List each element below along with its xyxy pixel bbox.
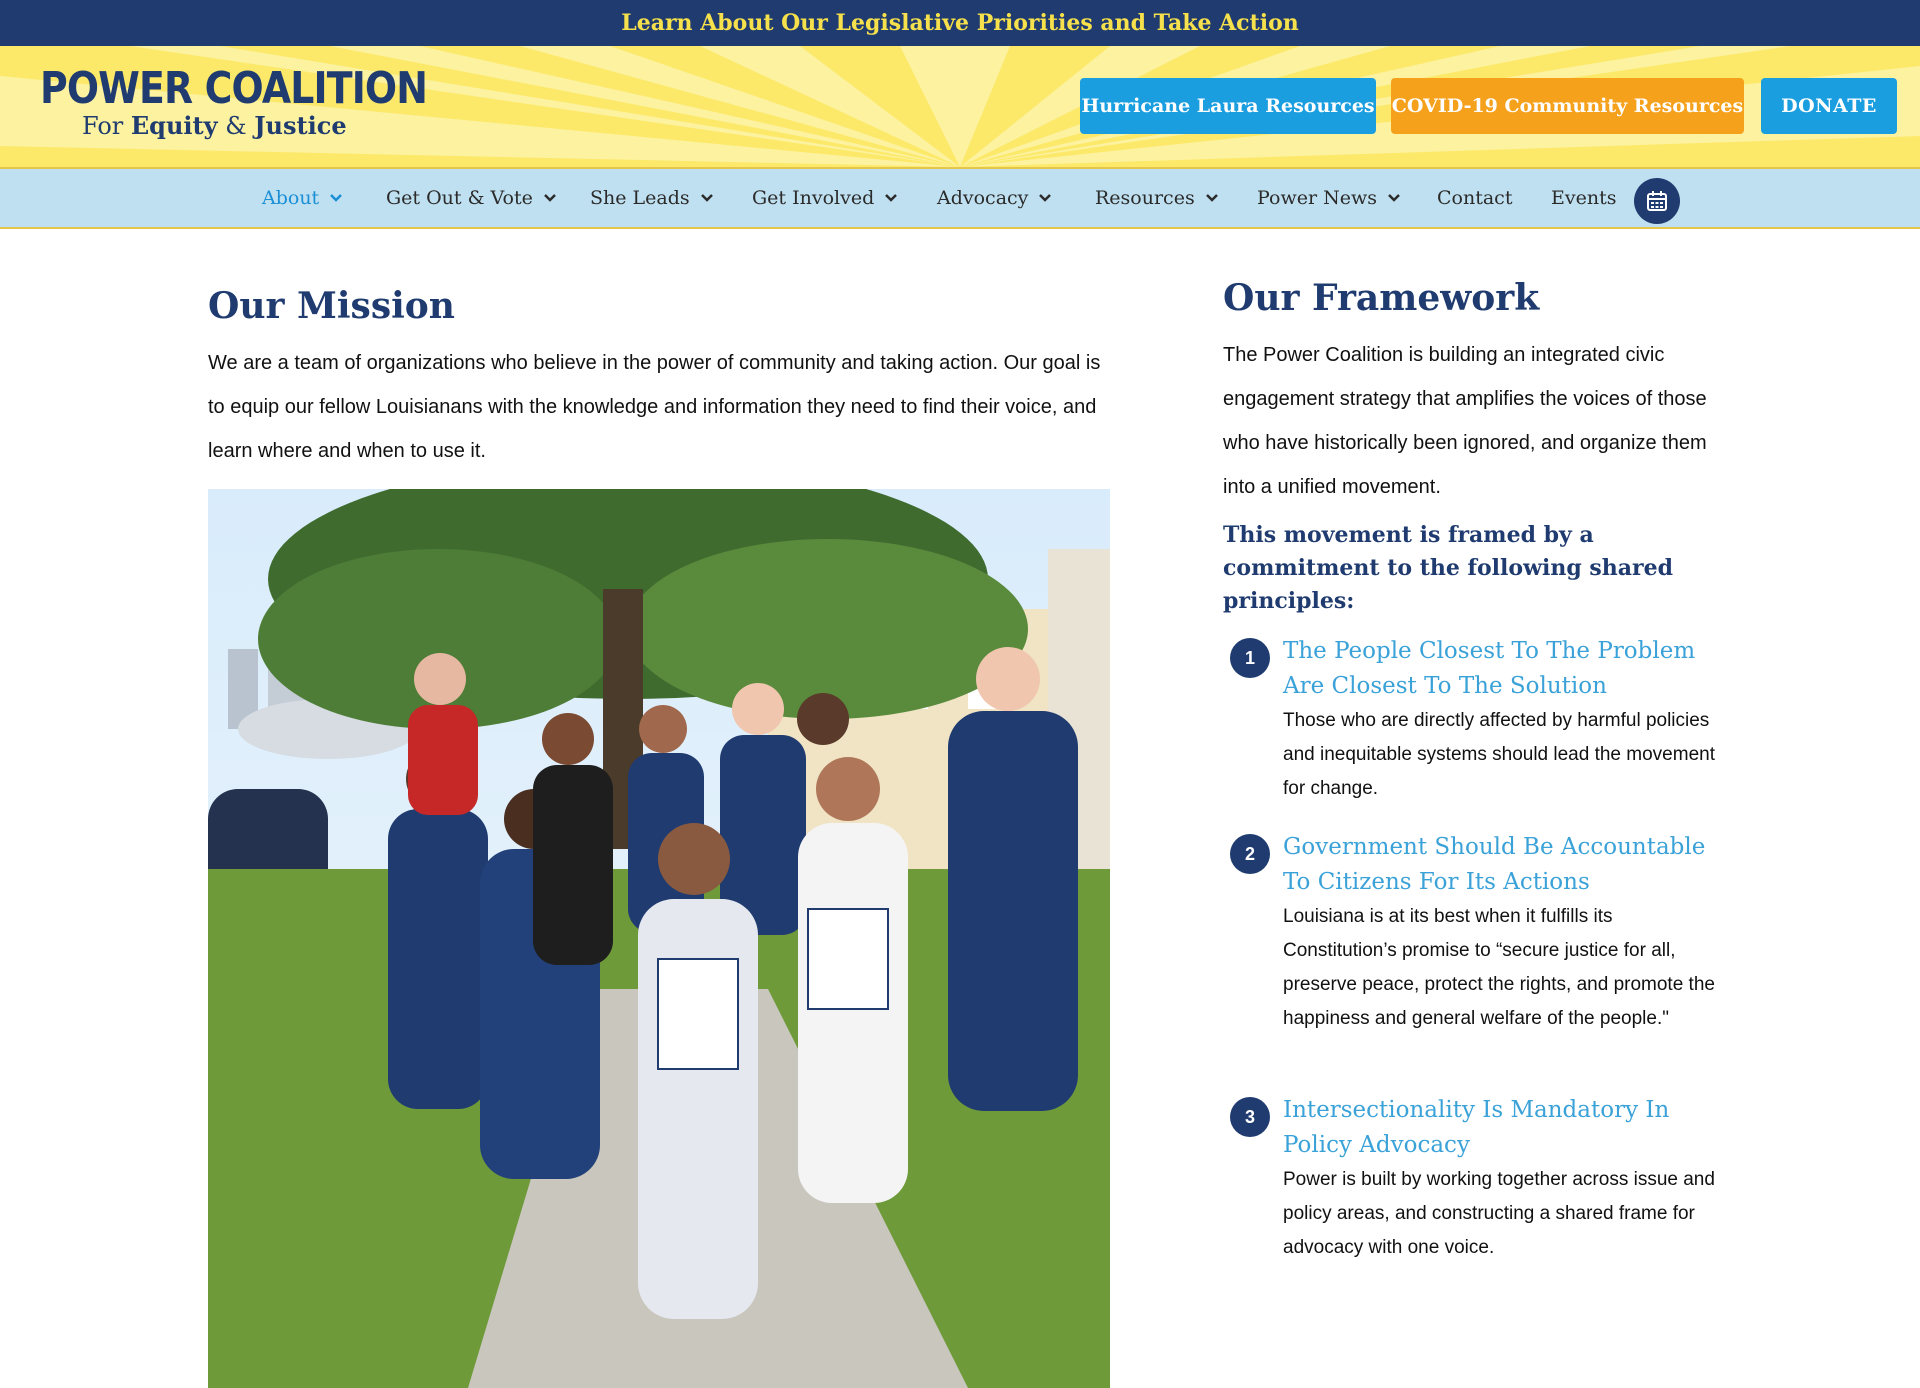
- principle-number: 1: [1230, 638, 1270, 678]
- nav-item-she-leads[interactable]: [590, 169, 714, 227]
- chevron-down-icon: [329, 191, 343, 205]
- principle-number: 2: [1230, 834, 1270, 874]
- nav-label: Contact: [1437, 187, 1513, 209]
- team-photo-illustration: [208, 489, 1110, 1388]
- site-header: [0, 46, 1920, 167]
- nav-item-get-out-vote[interactable]: [386, 169, 557, 227]
- chevron-down-icon: [1387, 191, 1401, 205]
- announcement-bar: [0, 0, 1920, 46]
- principle-title[interactable]: Intersectionality Is Mandatory In Policy Advocacy: [1283, 1097, 1670, 1158]
- team-photo: [208, 489, 1110, 1388]
- announcement-link[interactable]: Learn About Our Legislative Priorities and Take Action: [621, 10, 1299, 36]
- mission-heading: Our Mission: [208, 285, 455, 327]
- chevron-down-icon: [1205, 191, 1219, 205]
- principle-text: Those who are directly affected by harmful policies and inequitable systems should lead the movement for change.: [1283, 710, 1715, 799]
- chevron-down-icon: [700, 191, 714, 205]
- nav-label: Power News: [1257, 187, 1377, 209]
- mission-text: We are a team of organizations who believe in the power of community and taking action. Our goal is to equip our fellow Louisianans with the knowledge and information they need to find their voice, and learn where and when to use it.: [208, 352, 1101, 462]
- nav-label: Events: [1551, 187, 1617, 209]
- chevron-down-icon: [543, 191, 557, 205]
- nav-label: She Leads: [590, 187, 690, 209]
- brand-subtitle: [82, 112, 490, 140]
- logo-text: [40, 63, 490, 162]
- nav-label: About: [262, 187, 320, 209]
- main-nav: [0, 167, 1920, 229]
- brand-subtitle-equity: Equity: [130, 111, 218, 140]
- principle-text: Power is built by working together across issue and policy areas, and constructing a shared frame for advocacy with one voice.: [1283, 1169, 1715, 1258]
- nav-label: Advocacy: [937, 187, 1029, 209]
- hurricane-laura-button[interactable]: Hurricane Laura Resources: [1080, 78, 1376, 134]
- nav-label: Get Involved: [752, 187, 875, 209]
- covid-resources-button[interactable]: COVID-19 Community Resources: [1391, 78, 1744, 134]
- nav-item-advocacy[interactable]: [937, 169, 1052, 227]
- principle-text: Louisiana is at its best when it fulfills its Constitution’s promise to “secure justice for all, preserve peace, protect the rights, and promote the happiness and general welfare of the people.": [1283, 906, 1715, 1029]
- nav-label: Get Out & Vote: [386, 187, 533, 209]
- principle-title[interactable]: The People Closest To The Problem Are Closest To The Solution: [1283, 638, 1696, 699]
- nav-item-power-news[interactable]: [1257, 169, 1401, 227]
- nav-item-about[interactable]: [262, 169, 343, 227]
- donate-button[interactable]: DONATE: [1761, 78, 1897, 134]
- chevron-down-icon: [884, 191, 898, 205]
- framework-subheading: This movement is framed by a commitment to the following shared principles:: [1223, 522, 1674, 614]
- nav-item-contact[interactable]: [1437, 169, 1512, 227]
- brand-subtitle-prefix: For: [82, 112, 131, 140]
- brand-title: POWER COALITION: [40, 63, 428, 114]
- nav-item-get-involved[interactable]: [752, 169, 898, 227]
- brand-subtitle-justice: Justice: [254, 111, 347, 140]
- site-logo[interactable]: [28, 54, 468, 162]
- nav-label: Resources: [1095, 187, 1195, 209]
- principle-number: 3: [1230, 1097, 1270, 1137]
- calendar-button[interactable]: [1634, 178, 1680, 224]
- framework-heading: Our Framework: [1223, 277, 1540, 319]
- nav-item-events[interactable]: [1551, 169, 1616, 227]
- brand-subtitle-amp: &: [217, 112, 255, 140]
- main-content: [0, 229, 1920, 1388]
- principle-title[interactable]: Government Should Be Accountable To Citizens For Its Actions: [1283, 834, 1706, 895]
- framework-text: The Power Coalition is building an integrated civic engagement strategy that amplifies the voices of those who have historically been ignored, and organize them into a unified movement.: [1223, 344, 1707, 498]
- calendar-icon: [1645, 189, 1669, 213]
- chevron-down-icon: [1038, 191, 1052, 205]
- nav-item-resources[interactable]: [1095, 169, 1219, 227]
